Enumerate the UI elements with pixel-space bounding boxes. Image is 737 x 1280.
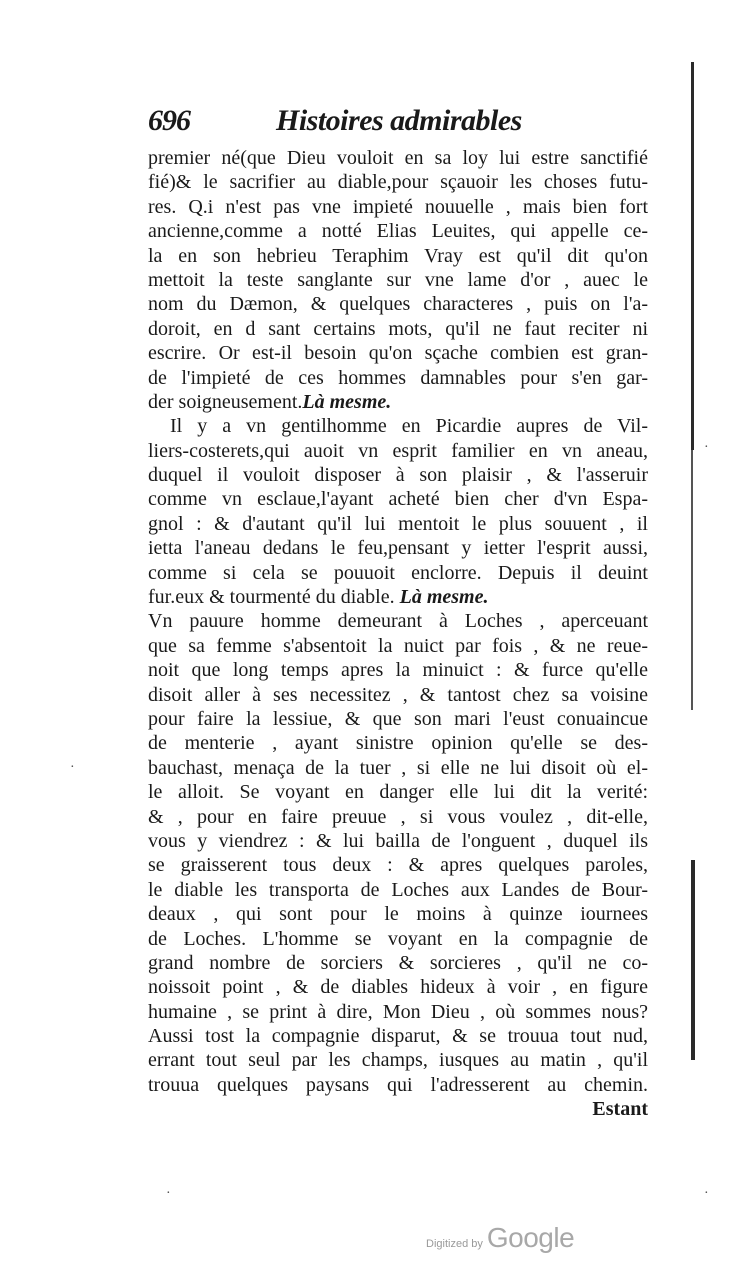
text-line: gnol : & d'autant qu'il lui mentoit le plus souuent , il [148, 512, 648, 535]
margin-speck: · [70, 760, 75, 775]
text-line: de l'impieté de ces hommes damnables pour s'en gar- [148, 366, 648, 389]
text-line: humaine , se print à dire, Mon Dieu , où sommes nous? [148, 1000, 648, 1023]
text-line: le alloit. Se voyant en danger elle lui dit la verité: [148, 781, 648, 804]
text-line: Aussi tost la compagnie disparut, & se trouua tout nud, [148, 1025, 648, 1048]
text-line: escrire. Or est-il besoin qu'on sçache combien est gran- [148, 342, 648, 365]
text-line: liers-costerets,qui auoit vn esprit familier en vn aneau, [148, 439, 648, 462]
text-line: doroit, en d sant certains mots, qu'il ne faut reciter ni [148, 317, 648, 340]
text-line: noissoit point , & de diables hideux à voir , en figure [148, 976, 648, 999]
text-line: trouua quelques paysans qui l'adresserent au chemin. [148, 1073, 648, 1096]
text-line: vous y viendrez : & lui bailla de l'onguent , duquel ils [148, 829, 648, 852]
text-line: ancienne,comme a notté Elias Leuites, qui appelle ce- [148, 220, 648, 243]
text-line: & , pour en faire preuue , si vous voulez , dit-elle, [148, 805, 648, 828]
text-line: Il y a vn gentilhomme en Picardie aupres de Vil- [170, 415, 648, 438]
text-line: res. Q.i n'est pas vne impieté nouuelle , mais bien fort [148, 195, 648, 218]
digitization-watermark [426, 1222, 574, 1254]
text-line: disoit aller à ses necessitez , & tantost chez sa voisine [148, 683, 648, 706]
text-line: de menterie , ayant sinistre opinion qu'elle se des- [148, 732, 648, 755]
text-line: ietta l'aneau dedans le feu,pensant y ietter l'esprit aussi, [148, 537, 648, 560]
page-edge-shadow-top [691, 62, 694, 450]
text-line: comme vn esclaue,l'ayant acheté bien cher d'vn Espa- [148, 488, 648, 511]
text-line: de Loches. L'homme se voyant en la compagnie de [148, 927, 648, 950]
text-line: Vn pauure homme demeurant à Loches , aperceuant [148, 610, 648, 633]
margin-speck: · [704, 1186, 709, 1201]
text-line: deaux , qui sont pour le moins à quinze iournees [148, 903, 648, 926]
margin-speck: · [166, 1186, 171, 1201]
text-line: le diable les transporta de Loches aux Landes de Bour- [148, 878, 648, 901]
paragraph-end-line [148, 390, 648, 414]
margin-speck: · [704, 440, 709, 455]
text-line: premier né(que Dieu vouloit en sa loy lui estre sanctifié [148, 147, 648, 169]
text-line: grand nombre de sorciers & sorcieres , qu'il ne co- [148, 951, 648, 974]
text-line: bauchast, menaça de la tuer , si elle ne lui disoit où el- [148, 756, 648, 779]
source-reference: Là mesme. [302, 390, 392, 413]
text-line: errant tout seul par les champs, iusques au matin , qu'il [148, 1049, 648, 1072]
watermark-caption: Digitized by [426, 1238, 483, 1250]
catchword: Estant [592, 1098, 648, 1121]
text-line: fur.eux & tourmenté du diable. [148, 586, 395, 609]
page-header [148, 104, 648, 144]
text-line: fié)& le sacrifier au diable,pour sçauoir les choses futu- [148, 171, 648, 194]
page-edge-shadow-middle [691, 450, 693, 710]
google-logo: Google [486, 1222, 575, 1253]
source-reference: Là mesme. [399, 586, 489, 609]
paragraph-end-line [148, 585, 648, 609]
page-number: 696 [148, 104, 190, 137]
text-line: la en son hebrieu Teraphim Vray est qu'il dit qu'on [148, 244, 648, 267]
page-body-text [148, 146, 648, 1122]
text-line: que sa femme s'absentoit la nuict par fois , & ne reue- [148, 634, 648, 657]
text-line: mettoit la teste sanglante sur vne lame d'or , auec le [148, 268, 648, 291]
page-edge-shadow-bottom [691, 860, 695, 1060]
text-line: nom du Dæmon, & quelques characteres , puis on l'a- [148, 293, 648, 316]
text-line: der soigneusement. [148, 390, 303, 413]
text-line: duquel il vouloit disposer à son plaisir , & l'asseruir [148, 464, 648, 487]
text-line: se graisserent tous deux : & apres quelques paroles, [148, 854, 648, 877]
text-line: noit que long temps apres la minuict : & furce qu'elle [148, 659, 648, 682]
text-line: comme si cela se pouuoit enclorre. Depuis il deuint [148, 561, 648, 584]
running-title: Histoires admirables [276, 104, 522, 137]
text-line: pour faire la lessiue, & que son mari l'eust conuaincue [148, 707, 648, 730]
